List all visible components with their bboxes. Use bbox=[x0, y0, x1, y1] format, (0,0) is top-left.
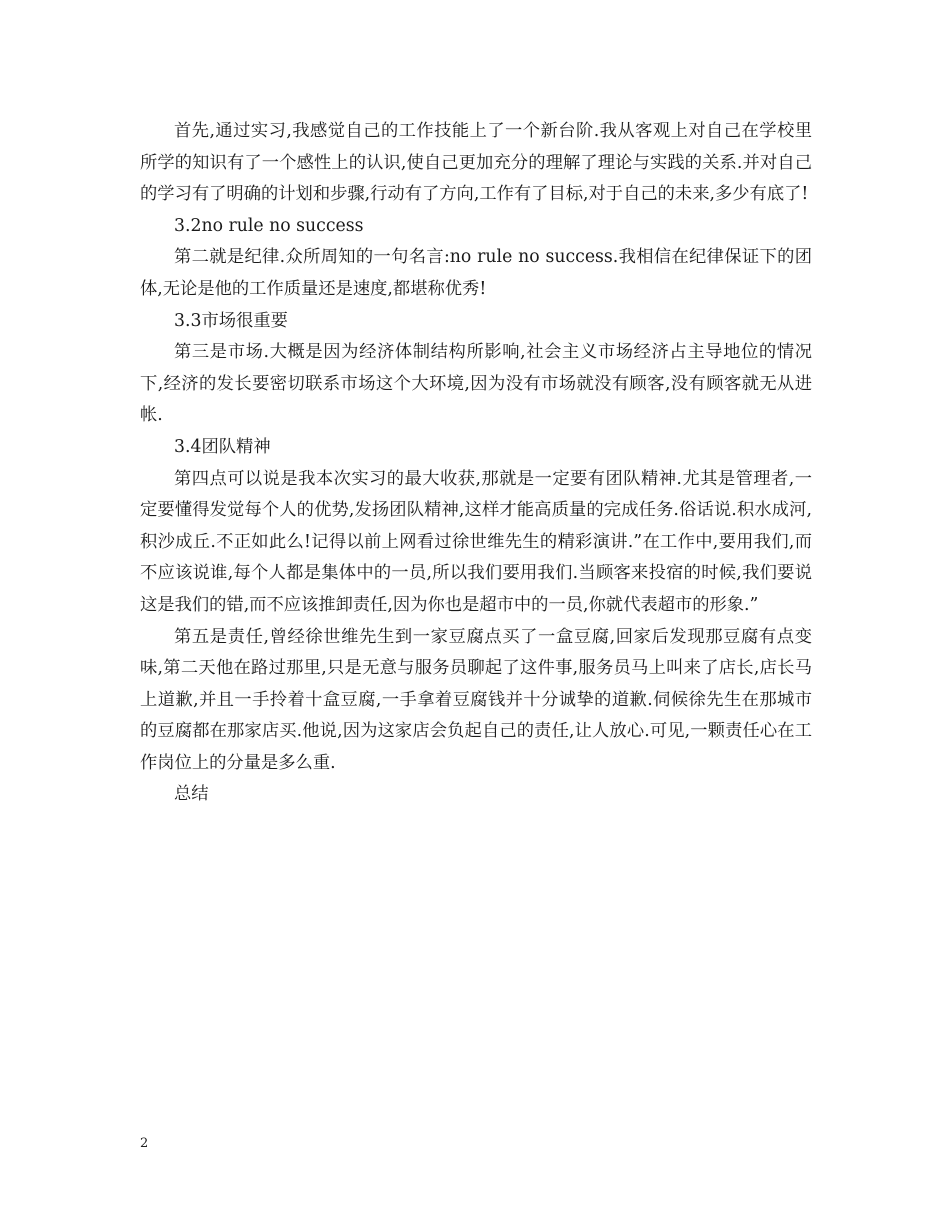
section-heading-3-4: 3.4团队精神 bbox=[174, 436, 271, 457]
section-heading-3-3: 3.3市场很重要 bbox=[174, 310, 288, 331]
paragraph-market: 第三是市场.大概是因为经济体制结构所影响,社会主义市场经济占主导地位的情况下,经济的发长要密切联系市场这个大环境,因为没有市场就没有顾客,没有顾客就无从进帐. bbox=[140, 342, 812, 426]
page-number: 2 bbox=[140, 1136, 149, 1151]
document-body bbox=[140, 116, 812, 811]
section-heading-summary: 总结 bbox=[174, 784, 209, 805]
paragraph-responsibility: 第五是责任,曾经徐世维先生到一家豆腐点买了一盒豆腐,回家后发现那豆腐有点变味,第二天他在路过那里,只是无意与服务员聊起了这件事,服务员马上叫来了店长,店长马上道歉,并且一手拎着十盒豆腐,一手拿着豆腐钱并十分诚挚的道歉.伺候徐先生在那城市的豆腐都在那家店买.他说,因为这家店会负起自己的责任,让人放心.可见,一颗责任心在工作岗位上的分量是多么重. bbox=[140, 626, 812, 773]
section-heading-3-2: 3.2no rule no success bbox=[174, 215, 364, 236]
paragraph-intro: 首先,通过实习,我感觉自己的工作技能上了一个新台阶.我从客观上对自己在学校里所学的知识有了一个感性上的认识,使自己更加充分的理解了理论与实践的关系.并对自己的学习有了明确的计划和步骤,行动有了方向,工作有了目标,对于自己的未来,多少有底了! bbox=[140, 121, 812, 205]
paragraph-teamwork: 第四点可以说是我本次实习的最大收获,那就是一定要有团队精神.尤其是管理者,一定要懂得发觉每个人的优势,发扬团队精神,这样才能高质量的完成任务.俗话说.积水成河,积沙成丘.不正如此么!记得以前上网看过徐世维先生的精彩演讲.”在工作中,要用我们,而不应该说谁,每个人都是集体中的一员,所以我们要用我们.当顾客来投宿的时候,我们要说这是我们的错,而不应该推卸责任,因为你也是超市中的一员,你就代表超市的形象.” bbox=[140, 468, 812, 615]
paragraph-discipline: 第二就是纪律.众所周知的一句名言:no rule no success.我相信在纪律保证下的团体,无论是他的工作质量还是速度,都堪称优秀! bbox=[140, 247, 812, 299]
